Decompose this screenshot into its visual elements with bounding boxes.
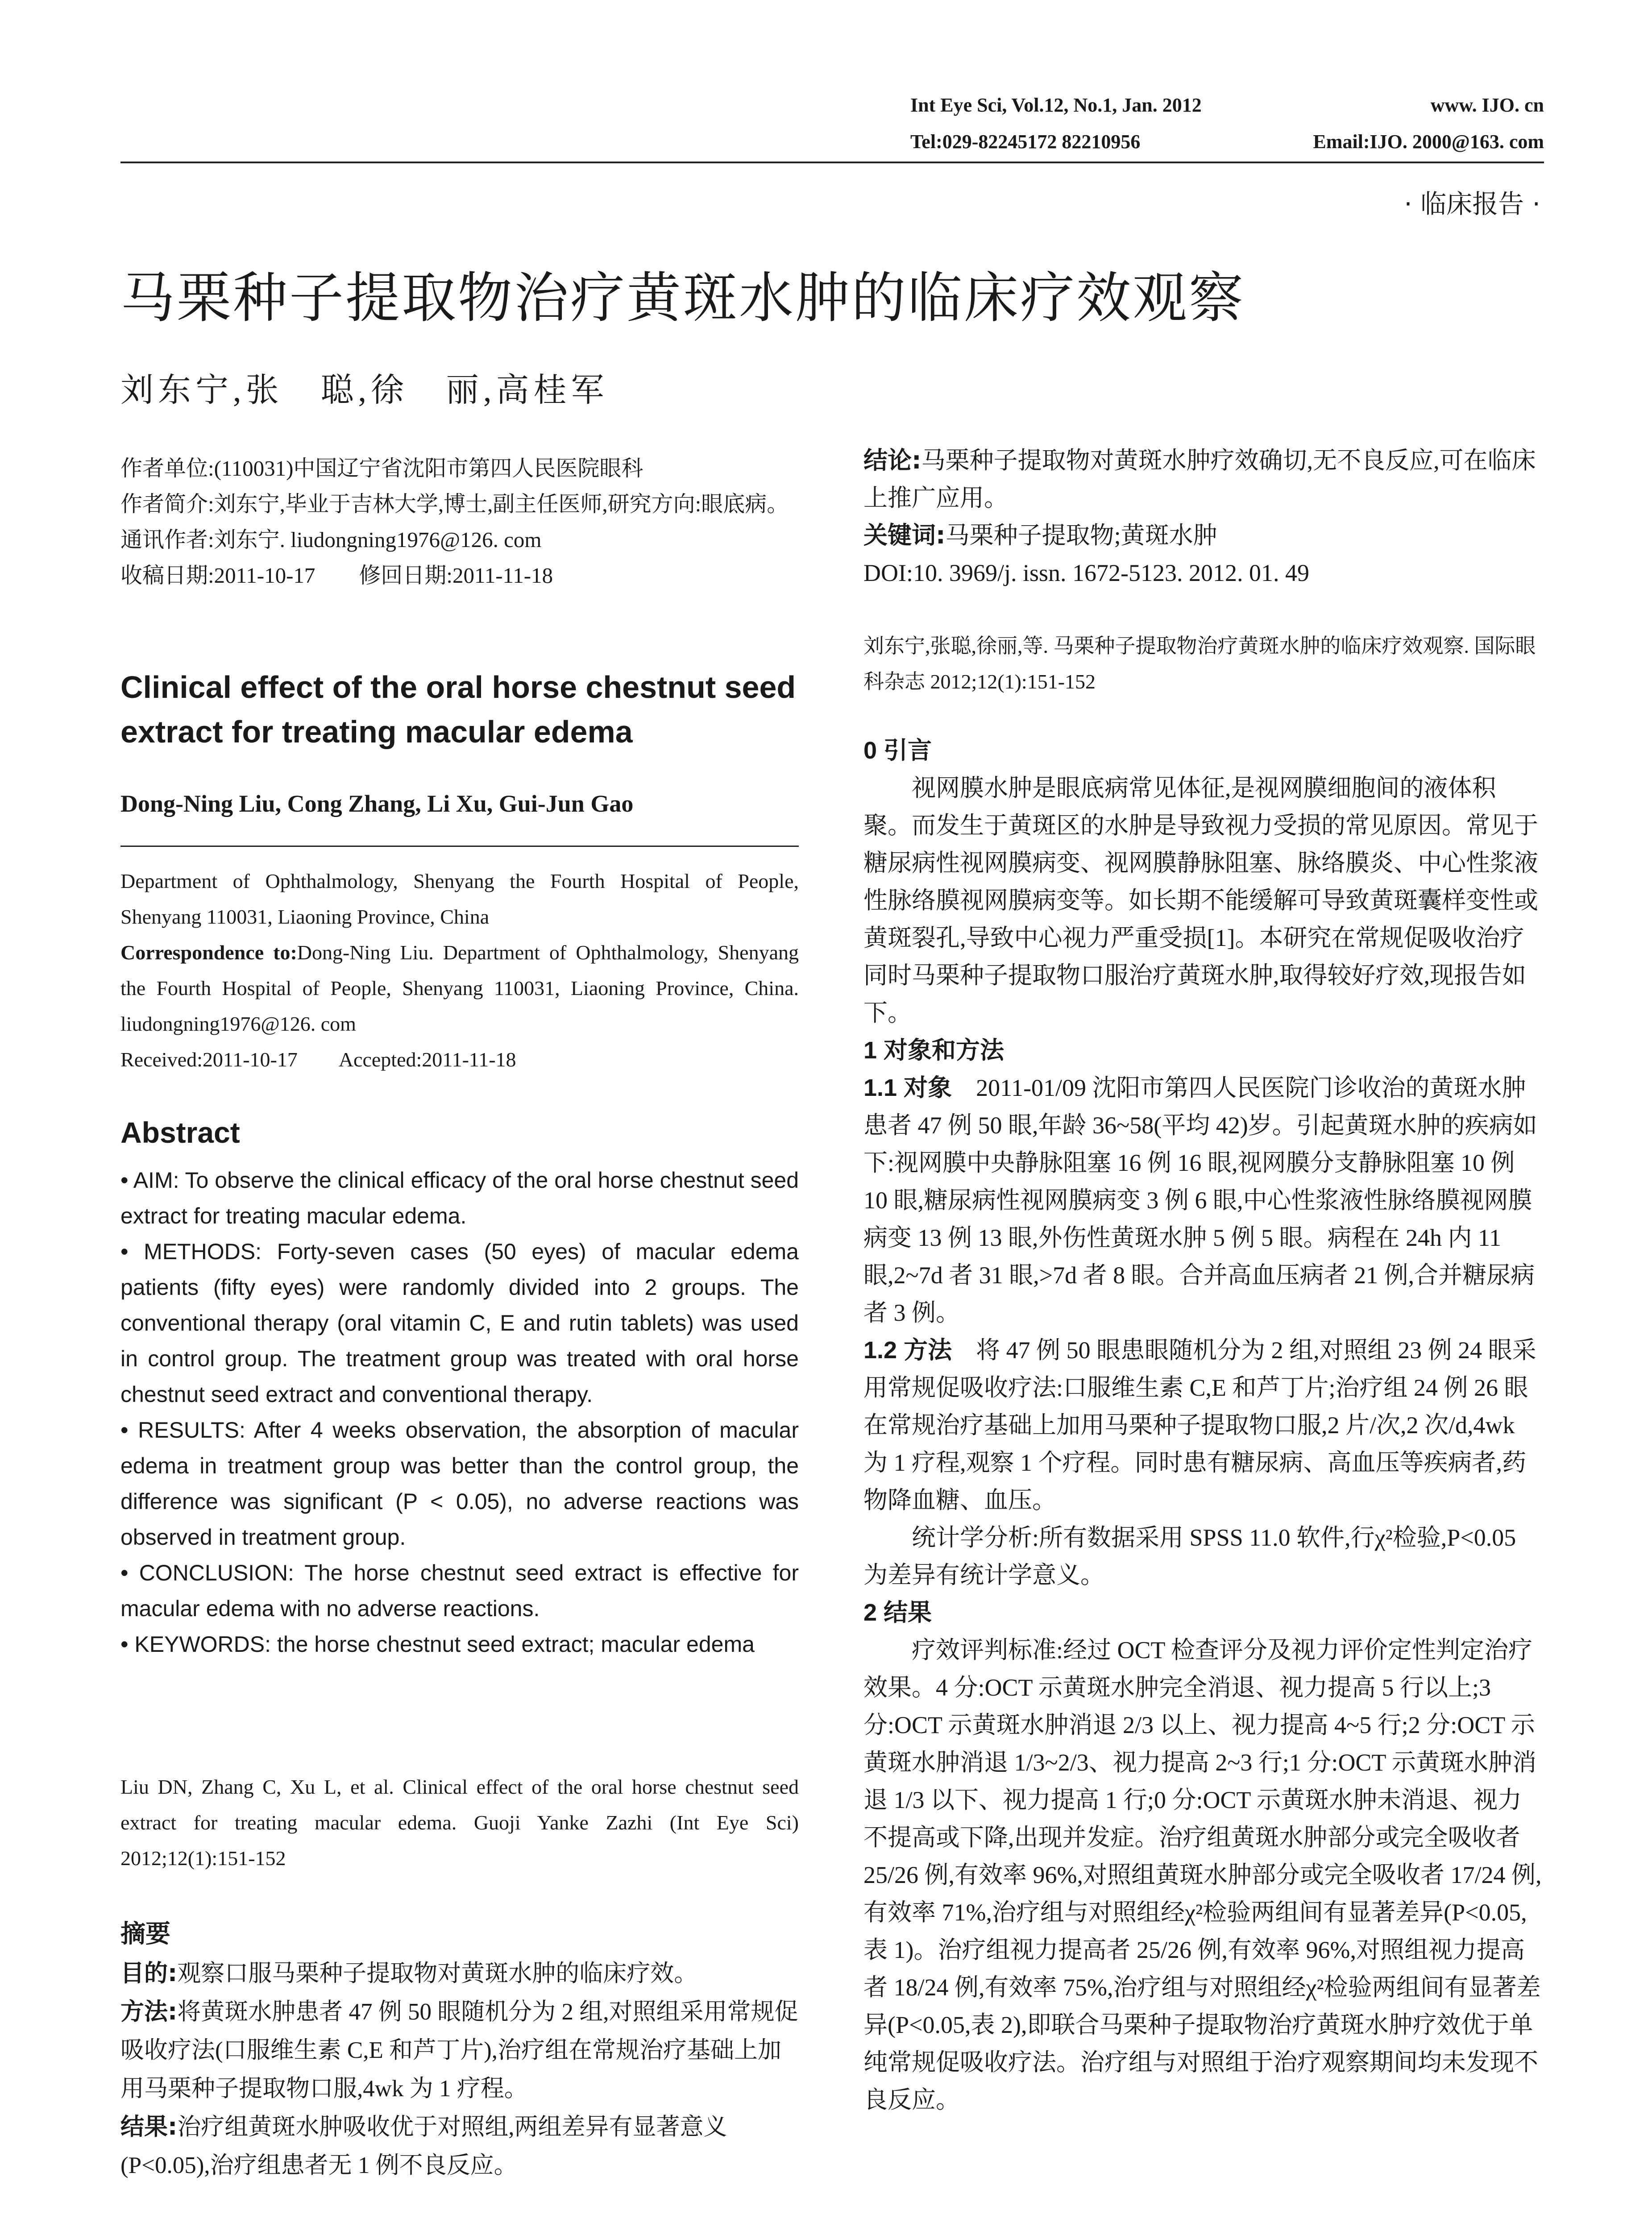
abstract-body xyxy=(120,1162,799,1662)
abstract-results: • RESULTS: After 4 weeks observation, the absorption of macular edema in treatment group was better than the control group, the difference was significant (P < 0.05), no adverse reactions was observed in treatment group. xyxy=(120,1418,799,1550)
zhaiyao-results xyxy=(120,2108,799,2185)
zhaiyao-aim xyxy=(120,1954,799,1993)
correspondence-en xyxy=(120,935,799,1042)
zhaiyao-keywords-text: 马栗种子提取物;黄斑水肿 xyxy=(945,522,1217,549)
section-1-2-text: 将 47 例 50 眼患眼随机分为 2 组,对照组 23 例 24 眼采用常规促吸收疗法:口服维生素 C,E 和芦丁片;治疗组 24 例 26 眼在常规治疗基础上加用马栗种子提取物口服,2 片/次,2 次/d,4wk 为 1 疗程,观察 1 个疗程。同时患有糖尿病、高血压等疾病者,药物降血糖、血压。 xyxy=(863,1337,1536,1514)
section-2-paragraph: 疗效评判标准:经过 OCT 检查评分及视力评价定性判定治疗效果。4 分:OCT 示黄斑水肿完全消退、视力提高 5 行以上;3 分:OCT 示黄斑水肿消退 2/3 以上、视力提高 4~5 行;2 分:OCT 示黄斑水肿消退 1/3~2/3、视力提高 2~3 行;1 分:OCT 示黄斑水肿消退 1/3 以下、视力提高 1 行;0 分:OCT 示黄斑水肿未消退、视力不提高或下降,出现并发症。治疗组黄斑水肿部分或完全吸收者 25/26 例,有效率 96%,对照组黄斑水肿部分或完全吸收者 17/24 例,有效率 71%,治疗组与对照组经χ²检验两组间有显著差异(P<0.05,表 1)。治疗组视力提高者 25/26 例,有效率 96%,对照组视力提高者 18/24 例,有效率 75%,治疗组与对照组经χ²检验两组间有显著差异(P<0.05,表 2),即联合马栗种子提取物治疗黄斑水肿疗效优于单纯常规促吸收疗法。治疗组与对照组于治疗观察期间均未发现不良反应。 xyxy=(863,1637,1542,2113)
received-dates-cn: 收稿日期:2011-10-17 修回日期:2011-11-18 xyxy=(120,563,553,588)
journal-email: Email:IJO. 2000@163. com xyxy=(1313,131,1544,153)
zhaiyao-conclusion-label: 结论: xyxy=(863,446,921,474)
zhaiyao-heading: 摘要 xyxy=(120,1920,170,1949)
zhaiyao-methods-text: 将黄斑水肿患者 47 例 50 眼随机分为 2 组,对照组采用常规促吸收疗法(口服维生素 C,E 和芦丁片),治疗组在常规治疗基础上加用马栗种子提取物口服,4wk 为 1 疗程。 xyxy=(120,1999,798,2102)
journal-contact-line xyxy=(910,130,1544,153)
zhaiyao-conclusion xyxy=(863,442,1544,517)
section-0-paragraph: 视网膜水肿是眼底病常见体征,是视网膜细胞间的液体积聚。而发生于黄斑区的水肿是导致视力受损的常见原因。常见于糖尿病性视网膜病变、视网膜静脉阻塞、脉络膜炎、中心性浆液性脉络膜视网膜病变等。如长期不能缓解可导致黄斑囊样变性或黄斑裂孔,导致中心视力严重受损[1]。本研究在常规促吸收治疗同时马栗种子提取物口服治疗黄斑水肿,取得较好疗效,现报告如下。 xyxy=(863,775,1538,1026)
zhaiyao-conclusion-text: 马栗种子提取物对黄斑水肿疗效确切,无不良反应,可在临床上推广应用。 xyxy=(863,447,1536,511)
zhaiyao-continued xyxy=(863,442,1544,592)
zhaiyao-keywords-label: 关键词: xyxy=(863,521,946,549)
zhaiyao-aim-label: 目的: xyxy=(120,1960,178,1987)
statistics-paragraph: 统计学分析:所有数据采用 SPSS 11.0 软件,行χ²检验,P<0.05 为差异有统计学意义。 xyxy=(863,1524,1516,1588)
article-title-en: Clinical effect of the oral horse chestnut seed extract for treating macular edema xyxy=(120,670,796,749)
correspondence-text: Dong-Ning Liu. Department of Ophthalmology, Shenyang the Fourth Hospital of People, Shenyang 110031, Liaoning Province, China. liudongning1976@126. com xyxy=(120,941,799,1035)
zhaiyao-aim-text: 观察口服马栗种子提取物对黄斑水肿的临床疗效。 xyxy=(177,1961,698,1986)
citation-cn: 刘东宁,张聪,徐丽,等. 马栗种子提取物治疗黄斑水肿的临床疗效观察. 国际眼科杂志 2012;12(1):151-152 xyxy=(863,634,1536,693)
zhaiyao-results-label: 结果: xyxy=(120,2113,178,2140)
abstract-keywords: • KEYWORDS: the horse chestnut seed extract; macular edema xyxy=(120,1632,755,1657)
authors-rule xyxy=(120,846,799,847)
affiliation-en xyxy=(120,863,799,1078)
section-1-1-text: 2011-01/09 沈阳市第四人民医院门诊收治的黄斑水肿患者 47 例 50 眼,年龄 36~58(平均 42)岁。引起黄斑水肿的疾病如下:视网膜中央静脉阻塞 16 例 16 眼,视网膜分支静脉阻塞 10 例 10 眼,糖尿病性视网膜病变 3 例 6 眼,中心性浆液性脉络膜视网膜病变 13 例 13 眼,外伤性黄斑水肿 5 例 5 眼。病程在 24h 内 11 眼,2~7d 者 31 眼,>7d 者 8 眼。合并高血压病者 21 例,合并糖尿病者 3 例。 xyxy=(863,1074,1537,1326)
author-info-block xyxy=(120,451,799,593)
received-dates-en: Received:2011-10-17 Accepted:2011-11-18 xyxy=(120,1048,516,1071)
citation-en: Liu DN, Zhang C, Xu L, et al. Clinical effect of the oral horse chestnut seed extract for treating macular edema. Guoji Yanke Zazhi (Int Eye Sci) 2012;12(1):151-152 xyxy=(120,1775,799,1870)
zhaiyao-methods xyxy=(120,1993,799,2108)
author-bio: 作者简介:刘东宁,毕业于吉林大学,博士,副主任医师,研究方向:眼底病。 xyxy=(120,492,789,516)
corresponding-author: 通讯作者:刘东宁. liudongning1976@126. com xyxy=(120,527,542,552)
section-1-1-label: 1.1 对象 xyxy=(863,1074,952,1101)
journal-header-line xyxy=(910,94,1544,116)
zhaiyao-methods-label: 方法: xyxy=(120,1998,178,2025)
section-1-heading: 1 对象和方法 xyxy=(863,1037,1004,1064)
section-1-2-label: 1.2 方法 xyxy=(863,1337,952,1364)
author-unit: 作者单位:(110031)中国辽宁省沈阳市第四人民医院眼科 xyxy=(120,456,643,481)
header-rule xyxy=(120,162,1544,163)
section-tag: · 临床报告 · xyxy=(1404,189,1540,219)
abstract-aim: • AIM: To observe the clinical efficacy of the oral horse chestnut seed extract for treating macular edema. xyxy=(120,1168,799,1228)
abstract-conclusion: • CONCLUSION: The horse chestnut seed extract is effective for macular edema with no adverse reactions. xyxy=(120,1560,799,1621)
section-1-2-paragraph xyxy=(863,1331,1544,1519)
doi: DOI:10. 3969/j. issn. 1672-5123. 2012. 01. 49 xyxy=(863,560,1309,586)
section-1-1-paragraph xyxy=(863,1069,1544,1331)
section-2-heading: 2 结果 xyxy=(863,1599,932,1626)
article-title-cn: 马栗种子提取物治疗黄斑水肿的临床疗效观察 xyxy=(120,266,1245,330)
section-0-heading: 0 引言 xyxy=(863,737,932,764)
authors-en: Dong-Ning Liu, Cong Zhang, Li Xu, Gui-Jun Gao xyxy=(120,790,634,817)
affiliation-dept: Department of Ophthalmology, Shenyang the Fourth Hospital of People, Shenyang 110031, Liaoning Province, China xyxy=(120,870,799,928)
main-body xyxy=(863,732,1544,2119)
abstract-methods: • METHODS: Forty-seven cases (50 eyes) of macular edema patients (fifty eyes) were randomly divided into 2 groups. The conventional therapy (oral vitamin C, E and rutin tablets) was used in control group. The treatment group was treated with oral horse chestnut seed extract and conventional therapy. xyxy=(120,1239,799,1407)
zhaiyao-body xyxy=(120,1954,799,2185)
correspondence-label: Correspondence to: xyxy=(120,941,297,964)
journal-tel: Tel:029-82245172 82210956 xyxy=(910,131,1141,153)
journal-website: www. IJO. cn xyxy=(1430,94,1544,116)
abstract-heading: Abstract xyxy=(120,1116,240,1149)
zhaiyao-keywords xyxy=(863,517,1544,554)
authors-cn: 刘东宁,张 聪,徐 丽,高桂军 xyxy=(120,372,609,409)
zhaiyao-results-text: 治疗组黄斑水肿吸收优于对照组,两组差异有显著意义(P<0.05),治疗组患者无 1 例不良反应。 xyxy=(120,2114,727,2178)
journal-issue: Int Eye Sci, Vol.12, No.1, Jan. 2012 xyxy=(910,94,1202,116)
